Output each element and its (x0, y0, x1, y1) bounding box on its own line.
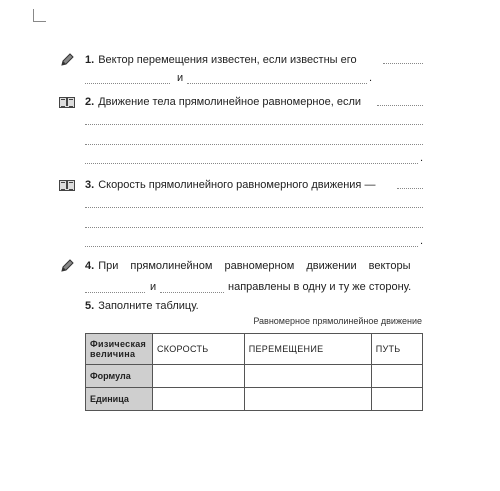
answer-line[interactable] (397, 188, 423, 189)
question-2 (85, 96, 361, 109)
answer-line[interactable] (85, 292, 145, 293)
table-cell[interactable] (153, 388, 245, 411)
answer-line[interactable] (383, 63, 423, 64)
table-cell[interactable] (371, 388, 422, 411)
book-icon (59, 180, 75, 191)
header-quantity: Физическая величина (86, 334, 153, 365)
question-3 (85, 179, 375, 192)
question-text: Скорость прямолинейного равномерного движения — (98, 179, 376, 191)
answer-line[interactable] (85, 207, 423, 208)
table-header-row (86, 334, 423, 365)
period: . (369, 72, 373, 84)
table-cell[interactable] (371, 365, 422, 388)
answer-line[interactable] (85, 83, 170, 84)
row-label-formula: Формула (86, 365, 153, 388)
question-text: При прямолинейном равномерном движении векторы (98, 260, 411, 272)
answer-line[interactable] (85, 124, 423, 125)
pencil-icon (60, 259, 74, 273)
answer-line[interactable] (187, 83, 367, 84)
row-label-unit: Единица (86, 388, 153, 411)
answer-line[interactable] (85, 144, 423, 145)
motion-table (85, 333, 423, 411)
question-4 (85, 260, 410, 273)
pencil-icon (60, 53, 74, 67)
question-number: 1. (85, 54, 95, 66)
answer-line[interactable] (85, 227, 423, 228)
header-displacement: ПЕРЕМЕЩЕНИЕ (244, 334, 371, 365)
table-cell[interactable] (244, 388, 371, 411)
table-caption: Равномерное прямолинейное движение (253, 316, 422, 326)
table-row (86, 388, 423, 411)
book-icon (59, 97, 75, 108)
crop-mark (33, 9, 46, 22)
header-path: ПУТЬ (371, 334, 422, 365)
period: . (420, 152, 424, 164)
question-1 (85, 54, 357, 67)
table-cell[interactable] (153, 365, 245, 388)
table-row (86, 365, 423, 388)
question-number: 4. (85, 260, 95, 272)
header-velocity: СКОРОСТЬ (153, 334, 245, 365)
question-5 (85, 300, 199, 313)
period: . (420, 235, 424, 247)
connector-word: и (177, 72, 184, 84)
question-number: 5. (85, 300, 95, 312)
question-text: Движение тела прямолинейное равномерное, если (98, 96, 362, 108)
question-number: 3. (85, 179, 95, 191)
answer-line[interactable] (85, 163, 418, 164)
table-cell[interactable] (244, 365, 371, 388)
question-tail: направлены в одну и ту же сторону. (228, 281, 412, 293)
answer-line[interactable] (85, 246, 418, 247)
question-text: Вектор перемещения известен, если известны его (98, 54, 357, 66)
answer-line[interactable] (160, 292, 224, 293)
question-number: 2. (85, 96, 95, 108)
connector-word: и (150, 281, 157, 293)
question-text: Заполните таблицу. (98, 300, 199, 312)
answer-line[interactable] (377, 105, 423, 106)
